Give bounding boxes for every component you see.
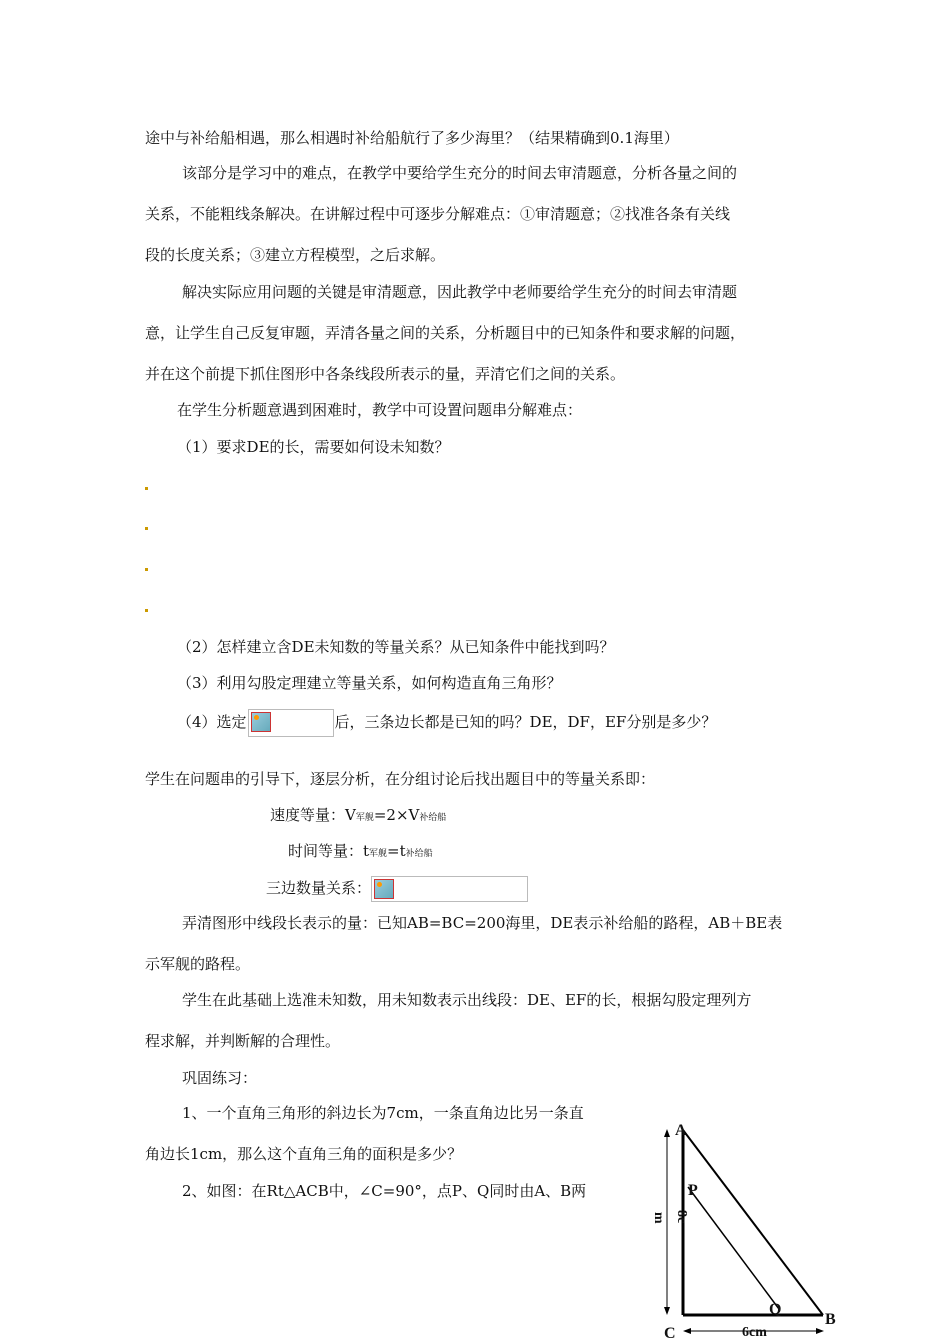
segment-pq xyxy=(688,1187,779,1309)
point-q-label: Q xyxy=(769,1301,782,1318)
question-4-after: 后，三条边长都是已知的吗？DE，DF，EF分别是多少？ xyxy=(334,713,717,731)
vertex-c-label: C xyxy=(664,1325,676,1342)
paragraph-line: 学生在此基础上选准未知数，用未知数表示出线段：DE、EF的长，根据勾股定理列方 xyxy=(182,991,752,1009)
paragraph-line: 学生在问题串的引导下，逐层分析，在分组讨论后找出题目中的等量关系即： xyxy=(145,770,656,788)
paragraph-line: 示军舰的路程。 xyxy=(145,955,251,973)
triangle-figure xyxy=(640,1115,850,1344)
exercise-1: 角边长1cm，那么这个直角三角的面积是多少？ xyxy=(145,1145,463,1163)
paragraph-line: 并在这个前提下抓住图形中各条线段所表示的量，弄清它们之间的关系。 xyxy=(145,365,626,383)
paragraph-line: 关系，不能粗线条解决。在讲解过程中可逐步分解难点：①审清题意；②找准各条有关线 xyxy=(145,205,731,223)
speed-mid: =2×V xyxy=(373,806,420,824)
sides-label: 三边数量关系： xyxy=(266,879,372,897)
side-cb-length-label: 6cm xyxy=(742,1325,767,1340)
speed-equation xyxy=(270,805,446,828)
exercise-2: 2、如图：在Rt△ACB中，∠C=90°，点P、Q同时由A、B两 xyxy=(182,1182,587,1200)
question-4 xyxy=(177,709,716,737)
arrow-head xyxy=(664,1129,670,1137)
arrow-head xyxy=(664,1307,670,1315)
paragraph-line: 在学生分析题意遇到困难时，教学中可设置问题串分解难点： xyxy=(177,401,583,419)
time-sub-warship: 军舰 xyxy=(369,849,388,859)
time-sub-supply: 补给船 xyxy=(405,849,433,859)
paragraph-line: 该部分是学习中的难点，在教学中要给学生充分的时间去审清题意，分析各量之间的 xyxy=(182,164,738,182)
sides-equation xyxy=(266,876,528,902)
paragraph-line: 段的长度关系；③建立方程模型，之后求解。 xyxy=(145,246,446,264)
point-p-label: P xyxy=(688,1182,698,1199)
side-ac-unit-label: m xyxy=(651,1212,666,1224)
paragraph-line: 解决实际应用问题的关键是审清题意，因此教学中老师要给学生充分的时间去审清题 xyxy=(182,283,738,301)
time-label: 时间等量：t xyxy=(288,842,370,860)
vertex-b-label: B xyxy=(825,1311,836,1328)
paragraph-line: 途中与补给船相遇，那么相遇时补给船航行了多少海里？（结果精确到0.1海里） xyxy=(145,129,679,147)
speed-sub-warship: 军舰 xyxy=(355,813,374,823)
speed-label: 速度等量：V xyxy=(270,806,356,824)
paragraph-line: 程求解，并判断解的合理性。 xyxy=(145,1032,341,1050)
question-1: （1）要求DE的长，需要如何设未知数？ xyxy=(177,438,450,456)
question-3: （3）利用勾股定理建立等量关系，如何构造直角三角形？ xyxy=(177,674,562,692)
question-2: （2）怎样建立含DE未知数的等量关系？从已知条件中能找到吗？ xyxy=(177,638,615,656)
exercise-1: 1、一个直角三角形的斜边长为7cm，一条直角边比另一条直 xyxy=(182,1104,584,1122)
practice-title: 巩固练习： xyxy=(182,1069,258,1087)
paragraph-line: 弄清图形中线段长表示的量：已知AB=BC=200海里，DE表示补给船的路程，AB＋BE表 xyxy=(182,914,783,932)
broken-image-icon xyxy=(248,709,334,737)
side-ab xyxy=(683,1130,823,1315)
arrow-head xyxy=(816,1328,824,1334)
vertex-a-label: A xyxy=(675,1122,687,1139)
question-4-before: （4）选定 xyxy=(177,713,247,731)
side-ac-length-label: 8c xyxy=(674,1210,689,1224)
arrow-head xyxy=(683,1328,691,1334)
time-equation xyxy=(288,841,433,864)
time-mid: =t xyxy=(387,842,406,860)
broken-image-icon xyxy=(371,876,528,902)
speed-sub-supply: 补给船 xyxy=(419,813,447,823)
bullet-mark xyxy=(145,527,148,530)
bullet-mark xyxy=(145,487,148,490)
bullet-mark xyxy=(145,609,148,612)
bullet-mark xyxy=(145,568,148,571)
paragraph-line: 意，让学生自己反复审题，弄清各量之间的关系，分析题目中的已知条件和要求解的问题， xyxy=(145,324,746,342)
